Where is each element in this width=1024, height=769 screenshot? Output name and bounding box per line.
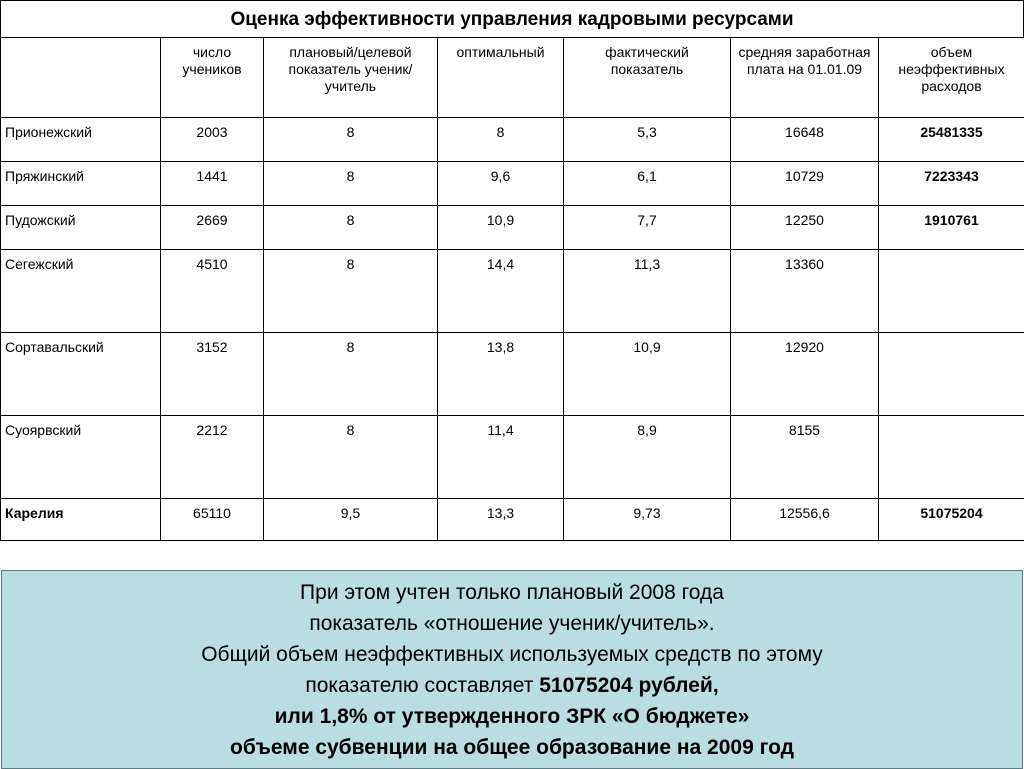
cell-waste: 7223343 [879, 162, 1024, 206]
header-cell-plan: плановый/целевой показатель ученик/учитель [264, 38, 438, 118]
table-row [1, 162, 1024, 206]
cell-plan: 8 [264, 250, 438, 333]
note-line: объеме субвенции на общее образование на 2009 год [230, 732, 794, 763]
table-row [1, 206, 1024, 250]
cell-optimal: 9,6 [438, 162, 564, 206]
table-title: Оценка эффективности управления кадровыми ресурсами [0, 0, 1024, 38]
cell-salary: 16648 [731, 118, 879, 162]
header-cell-salary: средняя заработная плата на 01.01.09 [731, 38, 879, 118]
header-cell-optimal: оптимальный [438, 38, 564, 118]
cell-plan: 9,5 [264, 499, 438, 541]
cell-students: 1441 [161, 162, 264, 206]
cell-actual: 11,3 [564, 250, 731, 333]
cell-salary: 12556,6 [731, 499, 879, 541]
note-line: При этом учтен только плановый 2008 года [300, 577, 724, 608]
note-line [305, 670, 718, 701]
cell-actual: 9,73 [564, 499, 731, 541]
cell-salary: 12920 [731, 333, 879, 416]
row-name: Сортавальский [1, 333, 161, 416]
note-amount: 51075204 рублей, [539, 674, 718, 697]
header-cell-waste: объем неэффективных расходов [879, 38, 1024, 118]
cell-waste [879, 416, 1024, 499]
row-name: Пудожский [1, 206, 161, 250]
table-row [1, 333, 1024, 416]
efficiency-table [0, 37, 1024, 541]
cell-actual: 6,1 [564, 162, 731, 206]
note-line: показатель «отношение ученик/учитель». [309, 608, 714, 639]
cell-plan: 8 [264, 118, 438, 162]
note-line: Общий объем неэффективных используемых средств по этому [201, 639, 823, 670]
summary-note [1, 570, 1023, 769]
header-cell-actual: фактический показатель [564, 38, 731, 118]
cell-optimal: 13,8 [438, 333, 564, 416]
cell-waste: 51075204 [879, 499, 1024, 541]
row-name: Пряжинский [1, 162, 161, 206]
cell-actual: 7,7 [564, 206, 731, 250]
row-name: Суоярвский [1, 416, 161, 499]
cell-plan: 8 [264, 333, 438, 416]
cell-students: 2212 [161, 416, 264, 499]
cell-salary: 12250 [731, 206, 879, 250]
cell-plan: 8 [264, 206, 438, 250]
cell-salary: 13360 [731, 250, 879, 333]
total-row [1, 499, 1024, 541]
cell-optimal: 10,9 [438, 206, 564, 250]
note-text: показателю составляет [305, 674, 539, 697]
cell-actual: 5,3 [564, 118, 731, 162]
cell-actual: 8,9 [564, 416, 731, 499]
cell-salary: 8155 [731, 416, 879, 499]
cell-waste: 25481335 [879, 118, 1024, 162]
cell-students: 2003 [161, 118, 264, 162]
cell-optimal: 8 [438, 118, 564, 162]
cell-salary: 10729 [731, 162, 879, 206]
cell-waste: 1910761 [879, 206, 1024, 250]
table-row [1, 250, 1024, 333]
row-name: Прионежский [1, 118, 161, 162]
cell-students: 65110 [161, 499, 264, 541]
cell-plan: 8 [264, 162, 438, 206]
cell-waste [879, 333, 1024, 416]
header-cell-students: число учеников [161, 38, 264, 118]
cell-optimal: 14,4 [438, 250, 564, 333]
row-name: Карелия [1, 499, 161, 541]
cell-plan: 8 [264, 416, 438, 499]
header-row [1, 38, 1024, 118]
cell-waste [879, 250, 1024, 333]
cell-optimal: 13,3 [438, 499, 564, 541]
cell-students: 4510 [161, 250, 264, 333]
row-name: Сегежский [1, 250, 161, 333]
header-cell-empty [1, 38, 161, 118]
table-row [1, 416, 1024, 499]
cell-optimal: 11,4 [438, 416, 564, 499]
note-line: или 1,8% от утвержденного ЗРК «О бюджете» [275, 701, 750, 732]
cell-actual: 10,9 [564, 333, 731, 416]
cell-students: 3152 [161, 333, 264, 416]
table-row [1, 118, 1024, 162]
cell-students: 2669 [161, 206, 264, 250]
